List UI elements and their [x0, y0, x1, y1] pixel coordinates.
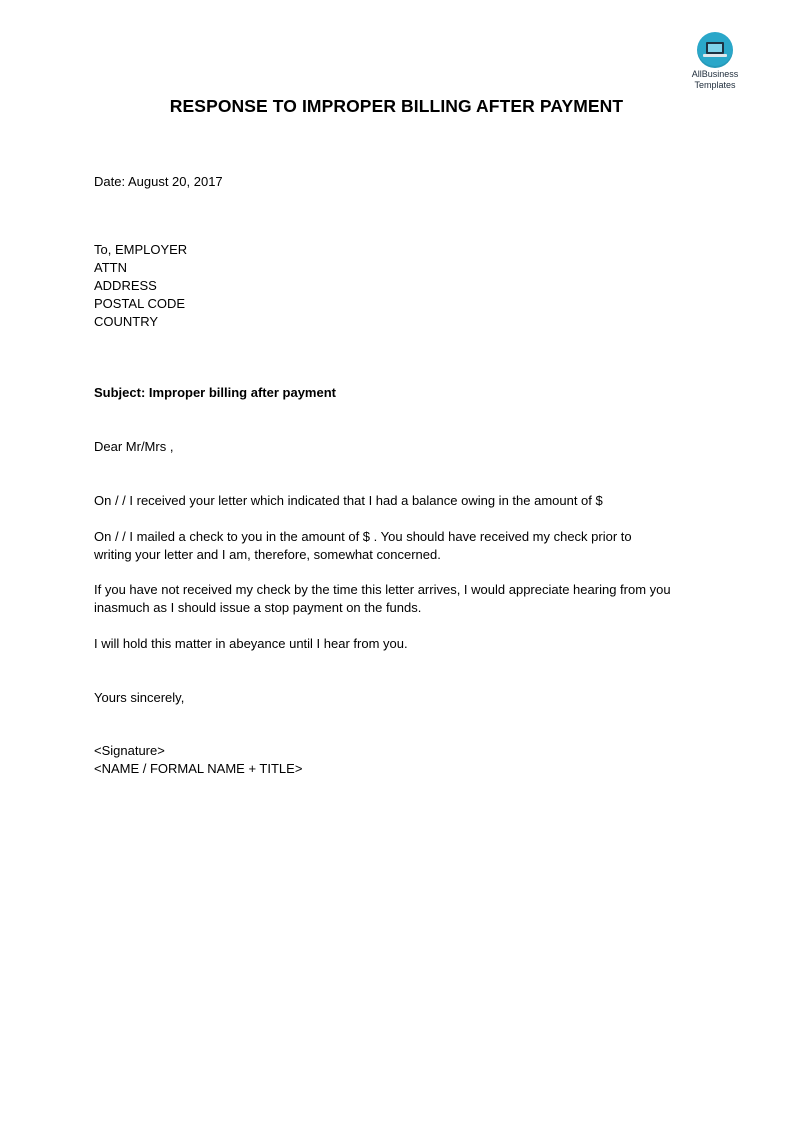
logo-text-line1: AllBusiness	[691, 69, 739, 79]
recipient-attn: ATTN	[94, 260, 127, 275]
recipient-country: COUNTRY	[94, 314, 159, 329]
letter-subject: Subject: Improper billing after payment	[94, 385, 336, 400]
signature-placeholder: <Signature>	[94, 743, 165, 758]
logo-text-line2: Templates	[694, 80, 736, 90]
letter-title: RESPONSE TO IMPROPER BILLING AFTER PAYMENT	[169, 96, 624, 116]
allbusiness-templates-logo	[684, 32, 746, 90]
paragraph-line: inasmuch as I should issue a stop payment on the funds.	[94, 600, 422, 615]
paragraph-received-letter: On / / I received your letter which indicated that I had a balance owing in the amount of $	[94, 493, 603, 508]
closing: Yours sincerely,	[94, 690, 185, 705]
paragraph-mailed-check	[94, 528, 714, 564]
letter-date: Date: August 20, 2017	[94, 174, 223, 189]
recipient-address: ADDRESS	[94, 278, 157, 293]
salutation: Dear Mr/Mrs ,	[94, 439, 174, 454]
paragraph-line: If you have not received my check by the time this letter arrives, I would appreciate hearing from you	[94, 582, 671, 597]
paragraph-line: On / / I mailed a check to you in the amount of $ . You should have received my check prior to	[94, 529, 632, 544]
paragraph-not-received	[94, 581, 714, 617]
paragraph-line: writing your letter and I am, therefore, somewhat concerned.	[94, 547, 441, 562]
name-title-placeholder: <NAME / FORMAL NAME + TITLE>	[94, 761, 303, 776]
paragraph-abeyance: I will hold this matter in abeyance until I hear from you.	[94, 636, 408, 651]
recipient-postal-code: POSTAL CODE	[94, 296, 186, 311]
laptop-icon	[697, 32, 733, 68]
recipient-to: To, EMPLOYER	[94, 242, 188, 257]
